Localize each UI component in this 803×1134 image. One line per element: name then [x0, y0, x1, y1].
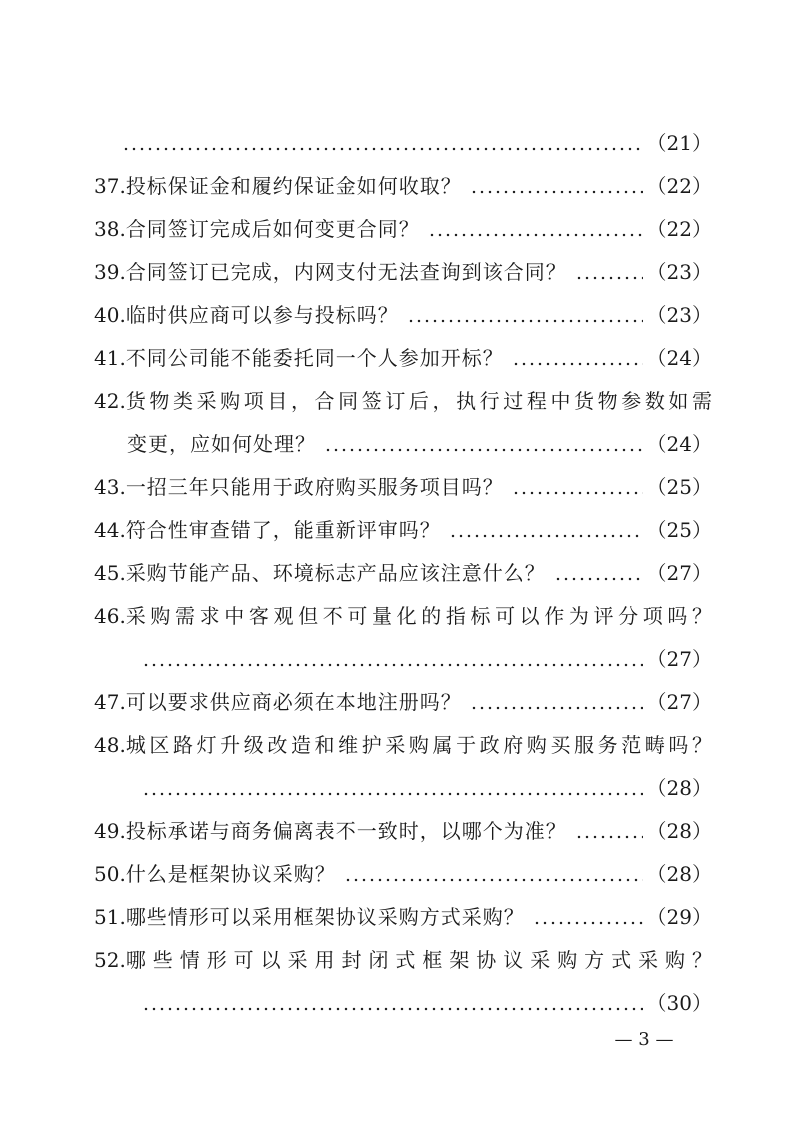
toc-page-number: （27）	[646, 561, 712, 585]
leader-dots	[512, 470, 643, 504]
toc-entry	[94, 470, 712, 504]
toc-entry-title: 什么是框架协议采购？	[125, 862, 336, 886]
toc-entry	[127, 427, 712, 461]
toc-page-number: （22）	[646, 217, 712, 241]
toc-entry-number: 45.	[94, 561, 126, 585]
toc-entry-number: 48.	[94, 733, 126, 757]
toc-entry	[94, 255, 712, 289]
leader-dots	[407, 298, 643, 332]
toc-entry-number: 46.	[94, 604, 126, 628]
toc-entry-number: 41.	[94, 346, 126, 370]
toc-page-number: （24）	[646, 432, 712, 456]
leader-dots	[122, 126, 643, 160]
leader-dots	[142, 771, 643, 805]
toc-entry	[94, 212, 712, 246]
toc-entry	[134, 642, 712, 676]
toc-entry-number: 39.	[94, 260, 126, 284]
toc-entry-number: 43.	[94, 475, 126, 499]
toc-entry	[94, 341, 712, 375]
leader-dots	[142, 642, 643, 676]
toc-entry-title: 一招三年只能用于政府购买服务项目吗？	[125, 475, 504, 499]
toc-page-number: （23）	[646, 260, 712, 284]
toc-entry-number: 47.	[94, 690, 126, 714]
leader-dots	[575, 814, 643, 848]
leader-dots	[470, 685, 643, 719]
toc-entry	[94, 384, 712, 418]
leader-dots	[533, 900, 643, 934]
toc-page-number: （23）	[646, 303, 712, 327]
leader-dots	[554, 556, 643, 590]
toc-entry	[114, 126, 712, 160]
toc-entry	[94, 599, 712, 633]
toc-page-number: （21）	[646, 131, 712, 155]
toc-page-number: （24）	[646, 346, 712, 370]
toc-page-number: （27）	[646, 690, 712, 714]
toc-entry-title: 城区路灯升级改造和维护采购属于政府购买服务范畴吗？	[125, 733, 712, 757]
toc-entry-number: 40.	[94, 303, 126, 327]
toc-entry-title: 可以要求供应商必须在本地注册吗？	[125, 690, 462, 714]
page-footer-number: — 3 —	[614, 1029, 674, 1050]
toc-entry-title: 采购节能产品、环境标志产品应该注意什么？	[125, 561, 546, 585]
toc-entry-title: 哪些情形可以采用封闭式框架协议采购方式采购？	[125, 948, 712, 972]
toc-entry-number: 42.	[94, 389, 126, 413]
leader-dots	[344, 857, 643, 891]
toc-entry-title: 货物类采购项目，合同签订后，执行过程中货物参数如需	[125, 389, 712, 413]
toc-entry-title: 投标保证金和履约保证金如何收取？	[125, 174, 462, 198]
toc-entry-title: 采购需求中客观但不可量化的指标可以作为评分项吗？	[125, 604, 712, 628]
toc-entry-number: 49.	[94, 819, 126, 843]
toc-entry-number: 51.	[94, 905, 126, 929]
toc-entry	[94, 900, 712, 934]
toc-entry	[94, 728, 712, 762]
toc-entry	[94, 943, 712, 977]
leader-dots	[449, 513, 643, 547]
toc-page-number: （29）	[646, 905, 712, 929]
toc-entry-title: 投标承诺与商务偏离表不一致时，以哪个为准？	[125, 819, 567, 843]
leader-dots	[324, 427, 643, 461]
toc-entry-number: 50.	[94, 862, 126, 886]
toc-entry	[94, 298, 712, 332]
toc-entry-title: 合同签订已完成，内网支付无法查询到该合同？	[125, 260, 567, 284]
leader-dots	[428, 212, 643, 246]
toc-page-number: （28）	[646, 862, 712, 886]
toc-entry-title: 合同签订完成后如何变更合同？	[125, 217, 420, 241]
toc-page-number: （28）	[646, 776, 712, 800]
toc-entry-title: 哪些情形可以采用框架协议采购方式采购？	[125, 905, 525, 929]
leader-dots	[142, 986, 643, 1020]
toc-entry	[94, 513, 712, 547]
toc-entry	[134, 986, 712, 1020]
toc-entry	[94, 556, 712, 590]
toc-entry	[94, 685, 712, 719]
toc-entry-number: 37.	[94, 174, 126, 198]
toc-entry-title: 不同公司能不能委托同一个人参加开标？	[125, 346, 504, 370]
toc-entry	[94, 169, 712, 203]
toc-page-number: （25）	[646, 518, 712, 542]
leader-dots	[512, 341, 643, 375]
leader-dots	[470, 169, 643, 203]
toc-page-number: （30）	[646, 991, 712, 1015]
toc-page-number: （27）	[646, 647, 712, 671]
toc-page-number: （25）	[646, 475, 712, 499]
toc-entry-title: 临时供应商可以参与投标吗？	[125, 303, 399, 327]
toc-entry	[134, 771, 712, 805]
toc-entry	[94, 857, 712, 891]
toc-entry-number: 52.	[94, 948, 126, 972]
toc-entry	[94, 814, 712, 848]
toc-entry-number: 44.	[94, 518, 126, 542]
toc-page-number: （22）	[646, 174, 712, 198]
leader-dots	[575, 255, 643, 289]
toc-page-number: （28）	[646, 819, 712, 843]
toc-entry-title: 变更，应如何处理？	[127, 432, 316, 456]
toc-entry-number: 38.	[94, 217, 126, 241]
toc-entry-title: 符合性审查错了，能重新评审吗？	[125, 518, 441, 542]
